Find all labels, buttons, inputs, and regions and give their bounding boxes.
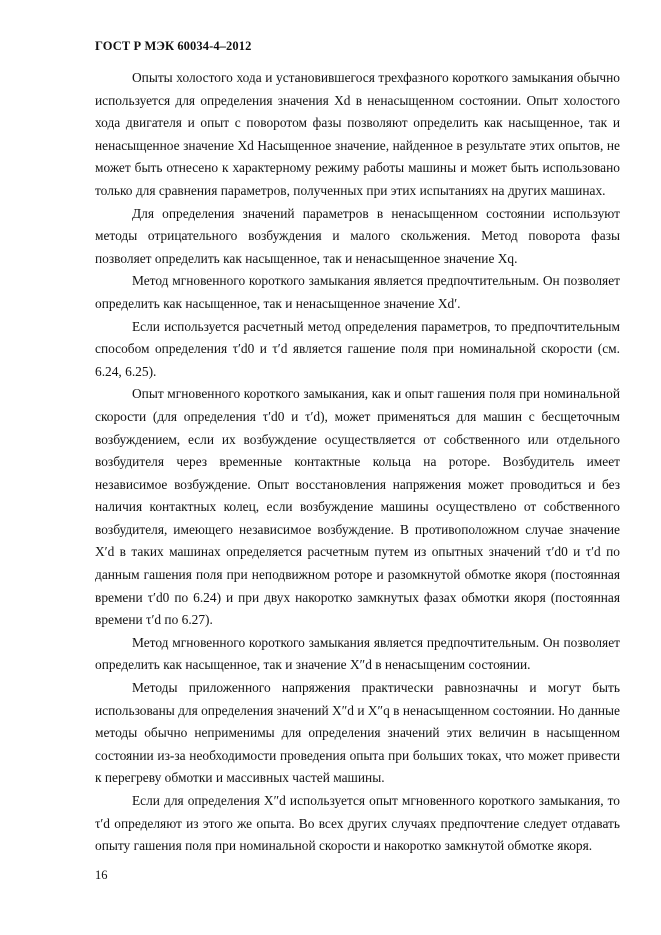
paragraph: Метод мгновенного короткого замыкания является предпочтительным. Он позволяет определить как насыщенное, так и ненасыщенное значение Xd′. [95, 273, 620, 311]
paragraph: Для определения значений параметров в ненасыщенном состоянии используют методы отрицательного возбуждения и малого скольжения. Метод поворота фазы позволяет определить как насыщенное, так и ненасыщенное значение Xq. [95, 205, 620, 266]
paragraph: Опыты холостого хода и установившегося трехфазного короткого замыкания обычно используется для определения значения Xd в ненасыщенном состоянии. Опыт холостого хода двигателя и опыт с поворотом фазы позволяют определить как насыщенное, так и ненасыщенное значение Xd Насыщенное значение, найденное в результате этих опытов, не может быть отнесено к характерному режиму работы машины и может быть использовано только для сравнения параметров, полученных при этих испытаниях на других машинах. [95, 70, 620, 198]
page-number: 16 [95, 868, 108, 882]
document-body [95, 67, 620, 858]
paragraph: Если для определения X″d используется опыт мгновенного короткого замыкания, то τ′d определяют из этого же опыта. Во всех других случаях предпочтение следует отдавать опыту гашения поля при номинальной скорости и накоротко замкнутой обмотке якоря. [95, 793, 620, 854]
paragraph: Методы приложенного напряжения практически равнозначны и могут быть использованы для определения значений X″d и X″q в ненасыщенном состоянии. Но данные методы обычно неприменимы для определения значений этих величин в насыщенном состоянии из-за необходимости проведения опыта при больших токах, что может привести к перегреву обмотки и массивных частей машины. [95, 680, 620, 786]
standard-header: ГОСТ Р МЭК 60034-4–2012 [95, 39, 252, 53]
paragraph: Метод мгновенного короткого замыкания является предпочтительным. Он позволяет определить как насыщенное, так и значение X″d в ненасыщеним состоянии. [95, 634, 620, 673]
paragraph: Если используется расчетный метод определения параметров, то предпочтительным способом определения τ′d0 и τ′d является гашение поля при номинальной скорости (см. 6.24, 6.25). [95, 318, 620, 379]
paragraph: Опыт мгновенного короткого замыкания, как и опыт гашения поля при номинальной скорости (для определения τ′d0 и τ′d), может применяться для машин с бесщеточным возбуждением, если их возбуждение осуществляется от собственного или отдельного возбудителя через временные контактные кольца на роторе. Возбудитель имеет независимое возбуждение. Опыт восстановления напряжения может проводиться и без наличия контактных колец, если возбуждение машины осуществлено от собственного возбудителя, имеющего независимое возбуждение. В противоположном случае значение X′d в таких машинах определяется расчетным путем из опытных значений τ′d0 и τ′d по данным гашения поля при неподвижном роторе и разомкнутой обмотке якоря (постоянная времени τ′d0 по 6.24) и при двух накоротко замкнутых фазах обмотки якоря (постоянная времени τ′d по 6.27). [95, 386, 620, 628]
